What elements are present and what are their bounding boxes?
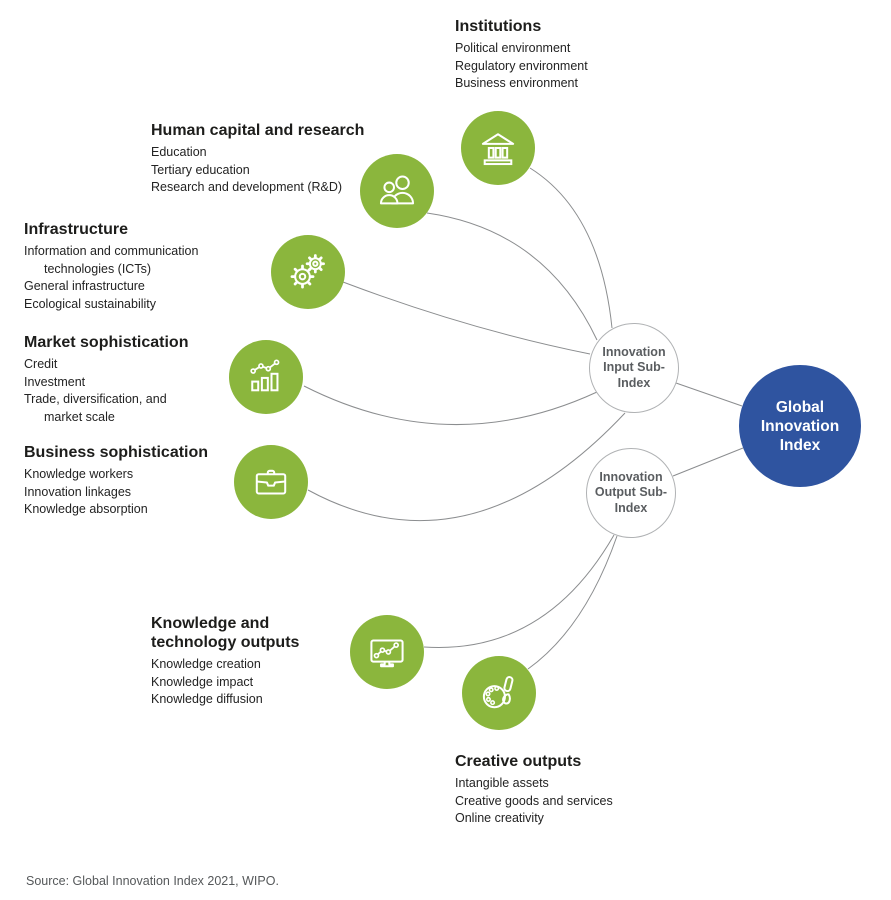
pillar-item: Ecological sustainability — [24, 296, 157, 311]
pillar-title: Business sophistication — [24, 444, 209, 461]
pillar-item: Knowledge absorption — [24, 502, 148, 517]
gii-label: Global Innovation Index — [760, 398, 840, 454]
pillar-item: Knowledge diffusion — [151, 692, 263, 707]
pillar-item: Political environment — [455, 41, 571, 55]
pillar-item: Knowledge workers — [24, 467, 134, 481]
pillar-title: Institutions — [455, 18, 542, 35]
pillar-creative-text — [455, 752, 613, 828]
pillar-item: Tertiary education — [151, 162, 250, 177]
pillar-human-capital-text — [151, 121, 364, 197]
pillar-item: Research and development (R&D) — [151, 180, 343, 195]
business-circle — [234, 445, 308, 519]
pillar-title: Infrastructure — [24, 221, 129, 238]
connector-business-input — [308, 413, 625, 521]
pillar-item: Trade, diversification, and — [24, 392, 167, 407]
pillar-title: Market sophistication — [24, 334, 189, 351]
pillar-title: Knowledge and technology outputs — [151, 615, 300, 651]
pillar-item: Online creativity — [455, 811, 544, 826]
pillar-item: Education — [151, 145, 207, 159]
connector-market-input — [304, 386, 597, 425]
palette-icon — [477, 671, 521, 715]
pillar-item: market scale — [44, 409, 115, 424]
pillar-item: Regulatory environment — [455, 58, 588, 73]
input-subindex-node — [589, 323, 679, 413]
creative-circle — [462, 656, 536, 730]
people-icon — [375, 169, 419, 213]
pillar-item: Investment — [24, 374, 86, 389]
connector-knowledge-output — [424, 535, 614, 648]
pillar-item: Knowledge impact — [151, 674, 254, 689]
pillar-item: Credit — [24, 357, 58, 371]
briefcase-icon — [249, 460, 293, 504]
knowledge-circle — [350, 615, 424, 689]
pillar-item: Business environment — [455, 76, 578, 91]
source-note: Source: Global Innovation Index 2021, WIPO. — [26, 874, 279, 888]
pillar-item: Information and communication — [24, 244, 199, 258]
pillar-knowledge-text — [151, 614, 321, 709]
input-subindex-label: Innovation Input Sub-Index — [602, 344, 666, 390]
pillar-institutions-text — [455, 17, 588, 93]
connector-human-capital-input — [427, 213, 597, 340]
infrastructure-circle — [271, 235, 345, 309]
output-subindex-node — [586, 448, 676, 538]
market-circle — [229, 340, 303, 414]
pillar-item: technologies (ICTs) — [44, 261, 151, 276]
output-subindex-label: Innovation Output Sub-Index — [594, 469, 668, 515]
pillar-item: Intangible assets — [455, 776, 549, 790]
pillar-item: Knowledge creation — [151, 657, 261, 671]
pillar-infrastructure-text — [24, 220, 198, 313]
connector-infrastructure-input — [343, 282, 590, 354]
human-capital-circle — [360, 154, 434, 228]
connector-creative-output — [528, 536, 617, 669]
connector-institutions-input — [530, 168, 612, 328]
pillar-item: General infrastructure — [24, 279, 145, 294]
pillar-title: Creative outputs — [455, 753, 582, 770]
bar-chart-icon — [244, 355, 288, 399]
pillar-title: Human capital and research — [151, 122, 365, 139]
monitor-chart-icon — [365, 630, 409, 674]
institutions-circle — [461, 111, 535, 185]
pillar-market-text — [24, 333, 188, 426]
pillar-business-text — [24, 443, 208, 519]
pillar-item: Innovation linkages — [24, 484, 132, 499]
connector-input-gii — [676, 383, 742, 406]
gii-node — [739, 365, 861, 487]
gears-icon — [286, 250, 330, 294]
pillar-item: Creative goods and services — [455, 793, 613, 808]
connector-output-gii — [673, 448, 743, 476]
bank-icon — [476, 126, 520, 170]
